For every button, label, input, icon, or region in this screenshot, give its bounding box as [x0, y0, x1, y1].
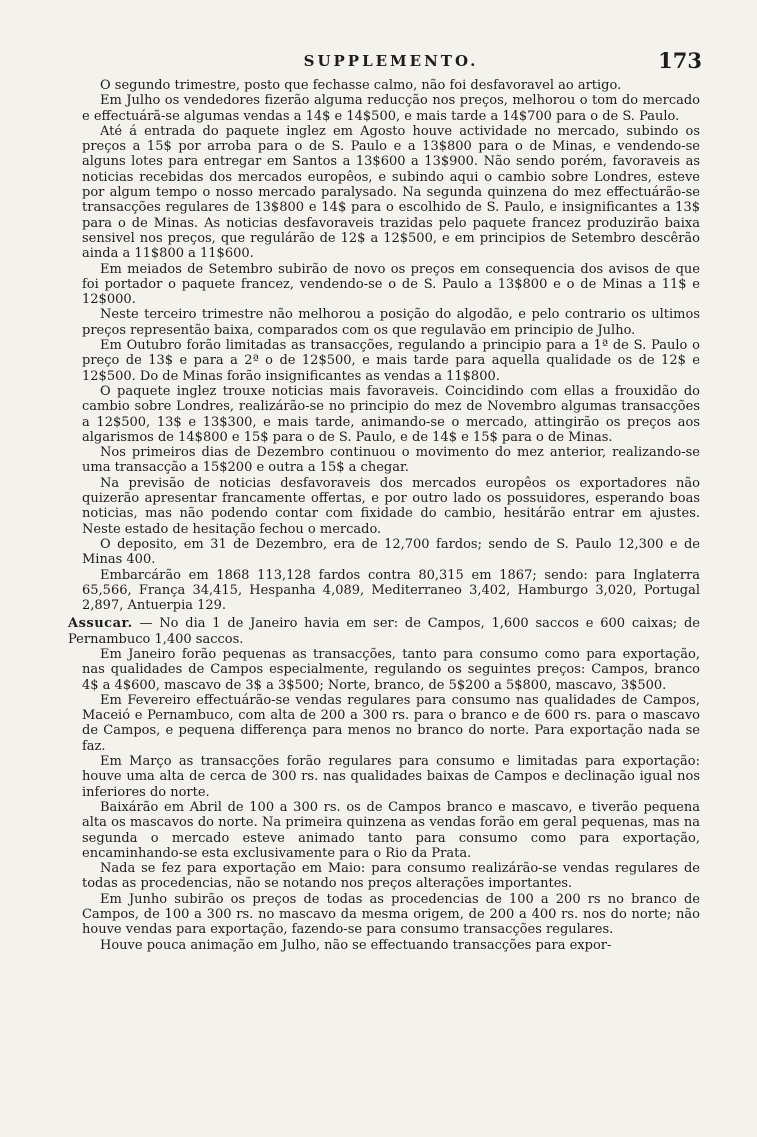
page-header: [82, 48, 700, 78]
paragraph: Na previsão de noticias desfavoraveis dos mercados europêos os exportadores não quizerão apresentar francamente offertas, e por outro lado os possuidores, esperando boas noticias, mas não podendo contar com fixidade do cambio, hesitárão entrar em ajustes. Neste estado de hesitação fechou o mercado.: [82, 475, 700, 537]
paragraph: Em Outubro forão limitadas as transacções, regulando a principio para a 1ª de S. Paulo o preço de 13$ e para a 2ª o de 12$500, e mais tarde para aquella qualidade os de 12$ e 12$500. Do de Minas forão insignificantes as vendas a 11$800.: [82, 338, 700, 384]
section-intro: — No dia 1 de Janeiro havia em ser: de Campos, 1,600 saccos e 600 caixas; de Pernambuco 1,400 saccos.: [68, 616, 700, 647]
paragraph: O paquete inglez trouxe noticias mais favoraveis. Coincidindo com ellas a frouxidão do cambio sobre Londres, realizárão-se no principio do mez de Novembro algumas transacções a 12$500, 13$ e 13$300, e mais tarde, animando-se o mercado, attingirão os preços aos algarismos de 14$800 e 15$ para o de S. Paulo, e de 14$ e 15$ para o de Minas.: [82, 383, 700, 445]
book-page: [68, 48, 702, 953]
body-text: [68, 78, 700, 953]
page-number: 173: [658, 48, 702, 73]
section-assucar: [68, 616, 700, 647]
running-title: SUPPLEMENTO.: [303, 52, 479, 70]
paragraph: Neste terceiro trimestre não melhorou a posição do algodão, e pelo contrario os ultimos preços representão baixa, comparados com os que regulavão em principio de Julho.: [82, 307, 700, 338]
paragraph: Em Janeiro forão pequenas as transacções, tanto para consumo como para exportação, nas qualidades de Campos especialmente, regulando os seguintes preços: Campos, branco 4$ a 4$600, mascavo de 3$ a 3$500; Norte, branco, de 5$200 a 5$800, mascavo, 3$500.: [82, 646, 700, 693]
paragraph: O segundo trimestre, posto que fechasse calmo, não foi desfavoravel ao artigo.: [100, 78, 622, 93]
paragraph: Em Março as transacções forão regulares para consumo e limitadas para exportação: houve uma alta de cerca de 300 rs. nas qualidades baixas de Campos e declinação igual nos inferiores do norte.: [82, 754, 700, 800]
paragraph: Em Julho os vendedores fizerão alguma reducção nos preços, melhorou o tom do mercado e effectuárã-se algumas vendas a 14$ e 14$500, e mais tarde a 14$700 para o de S. Paulo.: [82, 93, 700, 124]
paragraph: Em Junho subirão os preços de todas as procedencias de 100 a 200 rs no branco de Campos, de 100 a 300 rs. no mascavo da mesma origem, de 200 a 400 rs. nos do norte; não houve vendas para exportação, fazendo-se para consumo transacções regulares.: [82, 891, 700, 938]
paragraph: O deposito, em 31 de Dezembro, era de 12,700 fardos; sendo de S. Paulo 12,300 e de Minas 400.: [82, 536, 700, 568]
paragraph: Até á entrada do paquete inglez em Agosto houve actividade no mercado, subindo os preços a 15$ por arroba para o de S. Paulo e a 13$800 para o de Minas, e vendendo-se alguns lotes para entregar em Santos a 13$600 a 13$900. Não sendo porém, favoraveis as noticias recebidas dos mercados europêos, e subindo aqui o cambio sobre Londres, esteve por algum tempo o nosso mercado paralysado. Na segunda quinzena do mez effectuárão-se transacções regulares de 13$800 e 14$ para o escolhido de S. Paulo, e insignificantes a 13$ para o de Minas. As noticias desfavoraveis trazidas pelo paquete francez produzirão baixa sensivel nos preços, que regulárão de 12$ a 12$500, e em principios de Setembro descêrão ainda a 11$800 a 11$600.: [82, 123, 700, 262]
paragraph: Nos primeiros dias de Dezembro continuou o movimento do mez anterior, realizando-se uma transacção a 15$200 e outra a 15$ a chegar.: [82, 445, 700, 476]
paragraph: Embarcárão em 1868 113,128 fardos contra 80,315 em 1867; sendo: para Inglaterra 65,566, França 34,415, Hespanha 4,089, Mediterraneo 3,402, Hamburgo 3,020, Portugal 2,897, Antuerpia 129.: [82, 567, 700, 614]
paragraph: Em Fevereiro effectuárão-se vendas regulares para consumo nas qualidades de Campos, Maceió e Pernambuco, com alta de 200 a 300 rs. para o branco e de 600 rs. para o mascavo de Campos, e pequena differença para menos no branco do norte. Para exportação nada se faz.: [82, 692, 700, 754]
paragraph: Em meiados de Setembro subirão de novo os preços em consequencia dos avisos de que foi portador o paquete francez, vendendo-se o de S. Paulo a 13$800 e o de Minas a 11$ e 12$000.: [82, 261, 700, 308]
section-lead: Assucar.: [68, 616, 133, 632]
paragraph: Nada se fez para exportação em Maio: para consumo realizárão-se vendas regulares de todas as procedencias, não se notando nos preços alterações importantes.: [82, 861, 700, 892]
paragraph: Houve pouca animação em Julho, não se effectuando transacções para expor-: [100, 937, 612, 953]
paragraph: Baixárão em Abril de 100 a 300 rs. os de Campos branco e mascavo, e tiverão pequena alta os mascavos do norte. Na primeira quinzena as vendas forão em geral pequenas, mas na segunda o mercado esteve animado tanto para consumo como para exportação, encaminhando-se esta exclusivamente para o Rio da Prata.: [82, 799, 700, 861]
